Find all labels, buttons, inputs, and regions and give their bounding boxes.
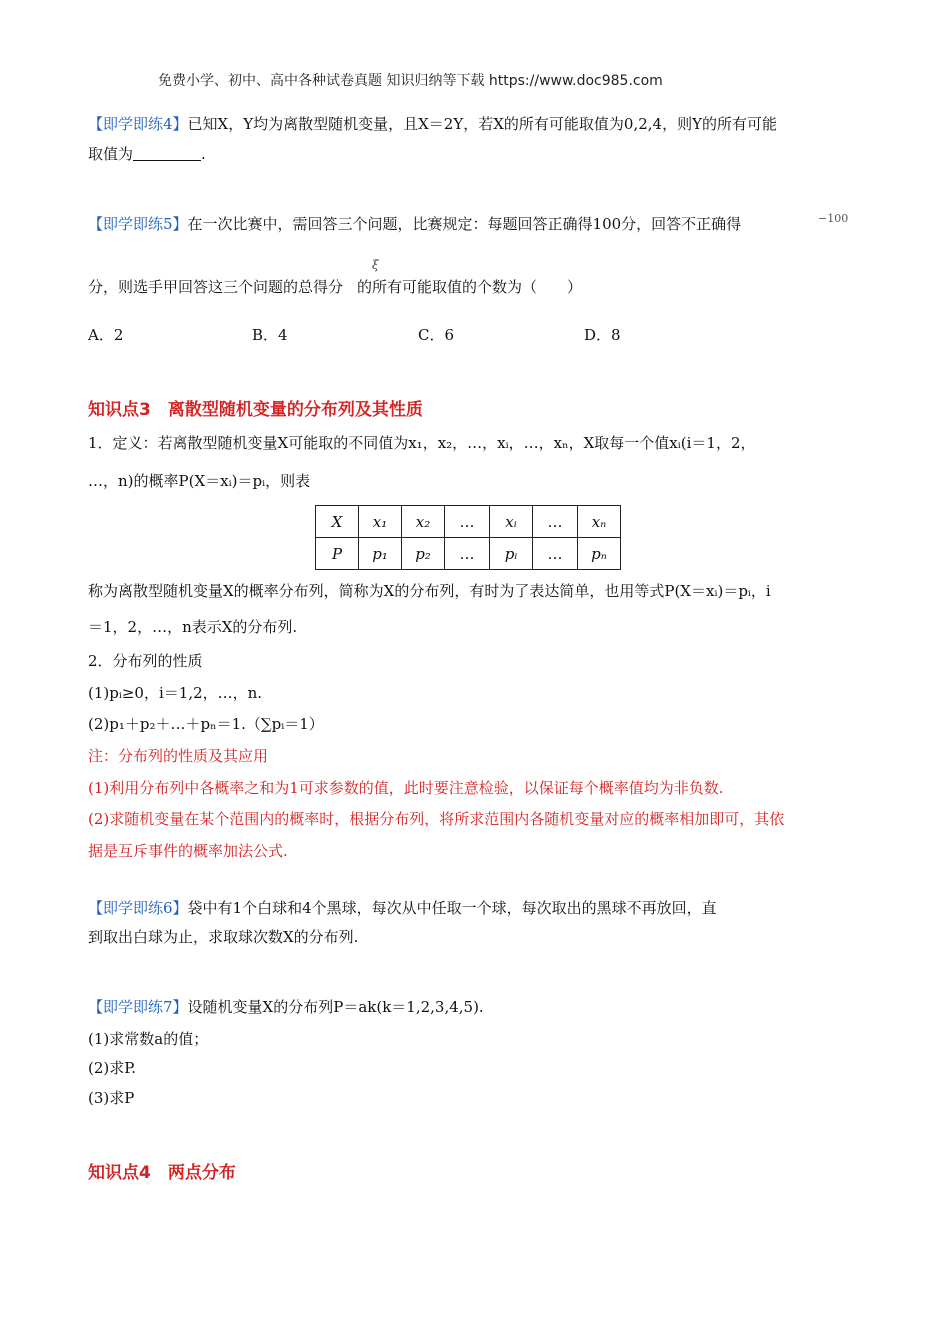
table-cell: … [445,506,490,538]
table-cell: … [445,538,490,570]
table-cell: p₂ [402,538,445,570]
exercise-4-tag: 【即学即练4】 [88,115,188,133]
knowledge-point-4-title: 知识点4 两点分布 [88,1163,236,1183]
exercise-6-tag: 【即学即练6】 [88,899,188,917]
exercise-5-line-1: 【即学即练5】在一次比赛中，需回答三个问题，比赛规定：每题回答正确得100分，回答不正确得 [88,215,742,233]
exercise-5-tag: 【即学即练5】 [88,215,188,233]
table-cell: xᵢ [490,506,533,538]
note-1: (1)利用分布列中各概率之和为1可求参数的值，此时要注意检验，以保证每个概率值均为非负数. [88,779,724,797]
exercise-4-text-1: 已知X，Y均为离散型随机变量，且X＝2Y，若X的所有可能取值为0,2,4，则Y的所有可能 [187,115,778,133]
exercise-7-line-1: 【即学即练7】设随机变量X的分布列P＝ak(k＝1,2,3,4,5). [88,998,484,1016]
option-d[interactable]: D．8 [584,326,621,344]
negative-100-formula: −100 [818,212,849,225]
definition-line-2: …，n)的概率P(X＝xᵢ)＝pᵢ，则表 [88,472,311,490]
property-1: (1)pᵢ≥0，i＝1,2，…，n. [88,684,263,702]
table-cell: p₁ [359,538,402,570]
table-cell: pₙ [578,538,621,570]
option-c[interactable]: C．6 [418,326,455,344]
knowledge-point-3-title: 知识点3 离散型随机变量的分布列及其性质 [88,400,423,420]
exercise-7-question-3: (3)求P [88,1089,135,1107]
exercise-7-tag: 【即学即练7】 [88,998,188,1016]
exercise-6-line-1: 【即学即练6】袋中有1个白球和4个黑球，每次从中任取一个球，每次取出的黑球不再放回，直 [88,899,717,917]
option-a[interactable]: A．2 [88,326,124,344]
note-2-line-2: 据是互斥事件的概率加法公式. [88,842,288,860]
page-header: 免费小学、初中、高中各种试卷真题 知识归纳等下载 https://www.doc985.com [158,73,663,89]
exercise-4-line-1 [88,114,777,134]
exercise-6-line-2: 到取出白球为止，求取球次数X的分布列. [88,928,359,946]
table-cell: x₂ [402,506,445,538]
exercise-5-line-2: 分，则选手甲回答这三个问题的总得分 的所有可能取值的个数为（ ） [88,278,583,296]
table-cell: X [316,506,359,538]
answer-blank[interactable] [133,146,201,161]
table-cell: xₙ [578,506,621,538]
xi-symbol: ξ [372,258,379,272]
exercise-7-question-2: (2)求P. [88,1059,137,1077]
distribution-table [315,505,621,570]
exercise-4-line-2: 取值为 . [88,145,206,163]
note-2-line-1: (2)求随机变量在某个范围内的概率时，根据分布列，将所求范围内各随机变量对应的概率相加即可，其依 [88,810,785,828]
property-2: (2)p₁＋p₂＋…＋pₙ＝1.（∑pᵢ＝1） [88,715,324,733]
table-cell: x₁ [359,506,402,538]
table-cell: … [533,538,578,570]
table-row [316,506,621,538]
table-cell: pᵢ [490,538,533,570]
after-table-line-1: 称为离散型随机变量X的概率分布列，简称为X的分布列，有时为了表达简单，也用等式P(X＝xᵢ)＝pᵢ，i [88,582,771,600]
note-title: 注：分布列的性质及其应用 [88,747,269,765]
option-b[interactable]: B．4 [252,326,288,344]
exercise-7-question-1: (1)求常数a的值； [88,1030,209,1048]
table-cell: … [533,506,578,538]
table-cell: P [316,538,359,570]
after-table-line-2: ＝1，2，…，n表示X的分布列. [88,618,298,636]
property-title: 2．分布列的性质 [88,652,203,670]
definition-line-1: 1．定义：若离散型随机变量X可能取的不同值为x₁，x₂，…，xᵢ，…，xₙ，X取每一个值xᵢ(i＝1，2， [88,434,756,452]
table-row [316,538,621,570]
